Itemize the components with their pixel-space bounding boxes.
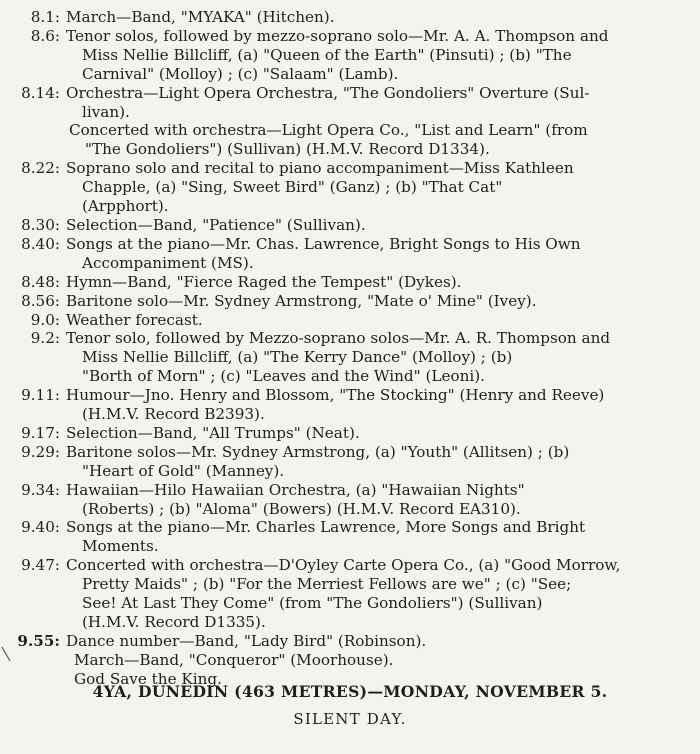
programme-entry [0, 216, 700, 235]
entry-text [66, 556, 678, 632]
programme-entry [0, 235, 700, 273]
entry-line: Baritone solos—Mr. Sydney Armstrong, (a) "Youth" (Allitsen) ; (b) [66, 442, 570, 461]
entry-time: 9.29: [21, 442, 60, 461]
entry-line: (Arpphort). [82, 197, 169, 216]
entry-line: Songs at the piano—Mr. Chas. Lawrence, Bright Songs to His Own [66, 234, 581, 253]
entry-time: 9.2: [30, 329, 60, 348]
entry-line: Tenor solos, followed by mezzo-soprano solo—Mr. A. A. Thompson and [66, 26, 609, 45]
entry-text [66, 84, 678, 122]
programme-entry [0, 121, 700, 159]
entry-text [66, 481, 678, 519]
entry-time: 8.14: [21, 83, 60, 102]
programme-entry [0, 518, 700, 556]
entry-line: Carnival" (Molloy) ; (c) "Salaam" (Lamb). [82, 64, 399, 83]
entry-line: Selection—Band, "Patience" (Sullivan). [66, 215, 366, 234]
programme-entry [0, 443, 700, 481]
entry-time: 9.40: [21, 518, 60, 537]
programme-entry [0, 84, 700, 122]
programme-entry [0, 651, 700, 670]
entry-line: Concerted with orchestra—D'Oyley Carte Opera Co., (a) "Good Morrow, [66, 556, 621, 575]
entry-time: 9.17: [21, 423, 60, 442]
entry-line: God Save the King. [74, 669, 222, 688]
entry-text [66, 273, 678, 292]
entry-line: (H.M.V. Record D1335). [82, 613, 266, 631]
entry-line: Miss Nellie Billcliff, (a) "The Kerry Dance" (Molloy) ; (b) [82, 348, 513, 367]
entry-line: Songs at the piano—Mr. Charles Lawrence, More Songs and Bright [66, 518, 586, 537]
entry-text [66, 329, 678, 386]
entry-line: Humour—Jno. Henry and Blossom, "The Stocking" (Henry and Reeve) [66, 386, 605, 405]
entry-line: Soprano solo and recital to piano accompaniment—Miss Kathleen [66, 159, 574, 178]
entry-time: 8.56: [21, 291, 60, 310]
programme-entry [0, 386, 700, 424]
entry-text [66, 27, 678, 84]
programme-entry [0, 8, 700, 27]
programme-entry [0, 311, 700, 330]
entry-time: 9.34: [21, 480, 60, 499]
entry-line: Hawaiian—Hilo Hawaiian Orchestra, (a) "Hawaiian Nights" [66, 480, 525, 499]
entry-line: Baritone solo—Mr. Sydney Armstrong, "Mate o' Mine" (Ivey). [66, 291, 537, 310]
entry-line: "The Gondoliers") (Sullivan) (H.M.V. Record D1334). [85, 140, 490, 159]
entry-line: Chapple, (a) "Sing, Sweet Bird" (Ganz) ; (b) "That Cat" [82, 178, 503, 197]
entry-line: livan). [82, 102, 130, 121]
programme-entry [0, 424, 700, 443]
entry-line: Hymn—Band, "Fierce Raged the Tempest" (Dykes). [66, 272, 462, 291]
entry-line: (Roberts) ; (b) "Aloma" (Bowers) (H.M.V. Record EA310). [82, 499, 521, 518]
entry-time: 8.40: [21, 234, 60, 253]
entry-line: See! At Last They Come" (from "The Gondoliers") (Sullivan) [82, 594, 543, 613]
entry-time: 8.6: [30, 26, 60, 45]
entry-time: 8.30: [21, 215, 60, 234]
programme-entry [0, 632, 700, 651]
entry-line: March—Band, "Conqueror" (Moorhouse). [74, 650, 394, 669]
entry-line: Pretty Maids" ; (b) "For the Merriest Fellows are we" ; (c) "See; [82, 575, 572, 594]
programme-entry [0, 556, 700, 632]
entry-line: "Heart of Gold" (Manney). [82, 461, 285, 480]
entry-text [66, 235, 678, 273]
entry-line: (H.M.V. Record B2393). [82, 405, 265, 424]
station-heading: 4YA, DUNEDIN (463 METRES)—MONDAY, NOVEMBER 5. [92, 682, 608, 701]
entry-text [66, 424, 678, 443]
entry-line: Weather forecast. [66, 310, 203, 329]
margin-mark-icon [1, 646, 12, 664]
entry-text [66, 518, 678, 556]
entry-line: Accompaniment (MS). [82, 253, 254, 272]
entry-text [74, 651, 674, 670]
programme-list [0, 8, 700, 689]
entry-line: Tenor solo, followed by Mezzo-soprano solos—Mr. A. R. Thompson and [66, 329, 611, 348]
entry-time: 9.55: [17, 631, 60, 650]
silent-day-label: SILENT DAY. [293, 710, 407, 728]
entry-time: 9.0: [30, 310, 60, 329]
entry-time: 9.11: [21, 386, 60, 405]
entry-text [66, 159, 678, 216]
entry-time: 8.22: [21, 159, 60, 178]
entry-text [66, 386, 678, 424]
entry-text [66, 311, 678, 330]
entry-line: Selection—Band, "All Trumps" (Neat). [66, 423, 360, 442]
entry-text [66, 632, 678, 651]
entry-text [66, 443, 678, 481]
programme-entry [0, 329, 700, 386]
entry-line: Dance number—Band, "Lady Bird" (Robinson). [66, 631, 427, 650]
programme-entry [0, 159, 700, 216]
entry-text [66, 292, 678, 311]
entry-text [66, 216, 678, 235]
entry-text [69, 121, 681, 159]
entry-time: 8.48: [21, 272, 60, 291]
entry-line: Miss Nellie Billcliff, (a) "Queen of the Earth" (Pinsuti) ; (b) "The [82, 45, 572, 64]
entry-text [66, 8, 678, 27]
entry-line: "Borth of Morn" ; (c) "Leaves and the Wind" (Leoni). [82, 367, 485, 386]
entry-time: 8.1: [30, 8, 60, 26]
programme-entry [0, 292, 700, 311]
programme-entry [0, 481, 700, 519]
entry-line: March—Band, "MYAKA" (Hitchen). [66, 8, 335, 26]
programme-entry [0, 27, 700, 84]
entry-line: Moments. [82, 537, 159, 556]
programme-entry [0, 273, 700, 292]
entry-line: Concerted with orchestra—Light Opera Co., "List and Learn" (from [69, 121, 588, 140]
entry-line: Orchestra—Light Opera Orchestra, "The Gondoliers" Overture (Sul- [66, 83, 590, 102]
entry-time: 9.47: [21, 556, 60, 575]
